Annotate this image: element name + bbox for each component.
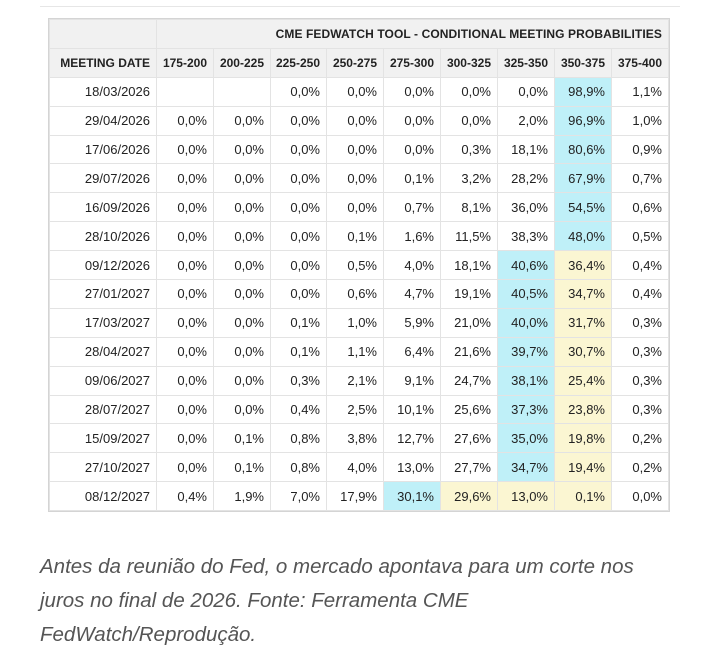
probability-cell: 12,7%	[384, 424, 441, 453]
probability-cell: 7,0%	[271, 482, 327, 511]
probability-cell: 0,7%	[612, 164, 669, 193]
probability-cell: 31,7%	[555, 308, 612, 337]
meeting-date-cell: 28/07/2027	[50, 395, 157, 424]
probability-cell: 21,0%	[441, 308, 498, 337]
probability-cell: 0,4%	[157, 482, 214, 511]
probability-cell: 0,0%	[327, 164, 384, 193]
probability-cell: 39,7%	[498, 337, 555, 366]
probability-cell: 0,0%	[157, 280, 214, 309]
probability-cell: 40,6%	[498, 251, 555, 280]
probability-cell: 1,1%	[612, 77, 669, 106]
probability-cell: 19,8%	[555, 424, 612, 453]
probability-cell: 0,0%	[271, 280, 327, 309]
probability-cell: 19,4%	[555, 453, 612, 482]
fedwatch-probability-table	[49, 19, 669, 511]
probability-cell: 0,0%	[384, 77, 441, 106]
probability-cell: 13,0%	[384, 453, 441, 482]
probability-cell: 0,0%	[157, 453, 214, 482]
meeting-date-cell: 09/06/2027	[50, 366, 157, 395]
probability-cell: 0,3%	[612, 337, 669, 366]
probability-cell: 1,0%	[612, 106, 669, 135]
probability-cell: 2,5%	[327, 395, 384, 424]
probability-cell: 8,1%	[441, 193, 498, 222]
probability-cell: 0,4%	[612, 251, 669, 280]
table-row	[50, 251, 669, 280]
probability-cell: 18,1%	[498, 135, 555, 164]
probability-cell: 0,0%	[157, 337, 214, 366]
probability-cell: 40,5%	[498, 280, 555, 309]
probability-cell: 0,0%	[214, 193, 271, 222]
probability-cell: 9,1%	[384, 366, 441, 395]
probability-cell: 5,9%	[384, 308, 441, 337]
probability-cell: 1,0%	[327, 308, 384, 337]
probability-cell: 0,7%	[384, 193, 441, 222]
probability-cell: 0,0%	[214, 164, 271, 193]
probability-cell: 0,0%	[327, 77, 384, 106]
probability-cell: 80,6%	[555, 135, 612, 164]
meeting-date-cell: 27/10/2027	[50, 453, 157, 482]
probability-cell: 0,0%	[271, 193, 327, 222]
probability-cell: 0,1%	[384, 164, 441, 193]
probability-cell: 28,2%	[498, 164, 555, 193]
table-row	[50, 135, 669, 164]
rate-range-header: 275-300	[384, 48, 441, 77]
fedwatch-table-frame	[48, 18, 670, 512]
meeting-date-cell: 18/03/2026	[50, 77, 157, 106]
probability-cell: 0,0%	[214, 395, 271, 424]
probability-cell: 0,0%	[157, 395, 214, 424]
table-row	[50, 482, 669, 511]
probability-cell: 96,9%	[555, 106, 612, 135]
rate-range-header: 350-375	[555, 48, 612, 77]
probability-cell: 0,0%	[214, 280, 271, 309]
probability-cell: 30,1%	[384, 482, 441, 511]
probability-cell: 29,6%	[441, 482, 498, 511]
table-row	[50, 280, 669, 309]
probability-cell: 34,7%	[555, 280, 612, 309]
probability-cell: 98,9%	[555, 77, 612, 106]
probability-cell: 17,9%	[327, 482, 384, 511]
probability-cell: 27,6%	[441, 424, 498, 453]
meeting-date-cell: 17/03/2027	[50, 308, 157, 337]
probability-cell: 36,4%	[555, 251, 612, 280]
probability-cell: 0,1%	[214, 424, 271, 453]
probability-cell: 0,0%	[157, 193, 214, 222]
probability-cell: 0,0%	[271, 222, 327, 251]
probability-cell: 35,0%	[498, 424, 555, 453]
probability-cell: 0,0%	[214, 366, 271, 395]
probability-cell: 18,1%	[441, 251, 498, 280]
probability-cell: 38,3%	[498, 222, 555, 251]
table-row	[50, 453, 669, 482]
probability-cell: 48,0%	[555, 222, 612, 251]
meeting-date-cell: 29/07/2026	[50, 164, 157, 193]
probability-cell: 0,0%	[441, 77, 498, 106]
meeting-date-cell: 29/04/2026	[50, 106, 157, 135]
probability-cell: 0,0%	[327, 193, 384, 222]
probability-cell: 0,1%	[555, 482, 612, 511]
probability-cell: 0,0%	[271, 106, 327, 135]
meeting-date-cell: 09/12/2026	[50, 251, 157, 280]
probability-cell: 0,2%	[612, 424, 669, 453]
probability-cell: 0,0%	[271, 135, 327, 164]
probability-cell: 0,0%	[214, 222, 271, 251]
meeting-date-cell: 27/01/2027	[50, 280, 157, 309]
meeting-date-cell: 17/06/2026	[50, 135, 157, 164]
table-row	[50, 424, 669, 453]
probability-cell: 0,0%	[157, 164, 214, 193]
probability-cell: 0,2%	[612, 453, 669, 482]
probability-cell: 25,4%	[555, 366, 612, 395]
probability-cell: 0,0%	[384, 135, 441, 164]
probability-cell: 1,9%	[214, 482, 271, 511]
rate-range-header: 325-350	[498, 48, 555, 77]
probability-cell: 21,6%	[441, 337, 498, 366]
probability-cell: 0,3%	[612, 395, 669, 424]
probability-cell: 0,9%	[612, 135, 669, 164]
probability-cell: 27,7%	[441, 453, 498, 482]
probability-cell: 0,1%	[271, 308, 327, 337]
probability-cell	[157, 77, 214, 106]
probability-cell: 13,0%	[498, 482, 555, 511]
probability-cell: 0,0%	[271, 164, 327, 193]
table-row	[50, 193, 669, 222]
meeting-date-cell: 28/04/2027	[50, 337, 157, 366]
meeting-date-cell: 16/09/2026	[50, 193, 157, 222]
probability-cell: 36,0%	[498, 193, 555, 222]
probability-cell: 0,1%	[214, 453, 271, 482]
probability-cell: 0,0%	[214, 308, 271, 337]
probability-cell: 0,5%	[612, 222, 669, 251]
probability-cell: 11,5%	[441, 222, 498, 251]
probability-cell: 6,4%	[384, 337, 441, 366]
probability-cell	[214, 77, 271, 106]
rate-range-header: 200-225	[214, 48, 271, 77]
probability-cell: 0,0%	[498, 77, 555, 106]
probability-cell: 0,0%	[612, 482, 669, 511]
probability-cell: 0,0%	[157, 106, 214, 135]
rate-range-header: 250-275	[327, 48, 384, 77]
probability-cell: 0,0%	[157, 222, 214, 251]
probability-cell: 0,6%	[612, 193, 669, 222]
probability-cell: 19,1%	[441, 280, 498, 309]
probability-cell: 4,7%	[384, 280, 441, 309]
rate-range-header: 300-325	[441, 48, 498, 77]
table-row	[50, 106, 669, 135]
probability-cell: 0,0%	[214, 106, 271, 135]
table-row	[50, 164, 669, 193]
probability-cell: 37,3%	[498, 395, 555, 424]
table-row	[50, 222, 669, 251]
probability-cell: 30,7%	[555, 337, 612, 366]
probability-cell: 0,8%	[271, 453, 327, 482]
probability-cell: 1,6%	[384, 222, 441, 251]
probability-cell: 10,1%	[384, 395, 441, 424]
probability-cell: 3,2%	[441, 164, 498, 193]
probability-cell: 0,4%	[612, 280, 669, 309]
header-corner	[50, 20, 157, 49]
probability-cell: 34,7%	[498, 453, 555, 482]
table-title: CME FEDWATCH TOOL - CONDITIONAL MEETING PROBABILITIES	[157, 20, 669, 49]
image-caption: Antes da reunião do Fed, o mercado apontava para um corte nos juros no final de 2026. Fonte: Ferramenta CME FedWatch/Reprodução.	[40, 555, 634, 646]
probability-cell: 0,3%	[612, 308, 669, 337]
meeting-date-header: MEETING DATE	[50, 48, 157, 77]
rate-range-header: 225-250	[271, 48, 327, 77]
top-divider	[40, 6, 680, 7]
probability-cell: 4,0%	[384, 251, 441, 280]
probability-cell: 0,0%	[157, 366, 214, 395]
probability-cell: 0,3%	[612, 366, 669, 395]
probability-cell: 2,0%	[498, 106, 555, 135]
table-row	[50, 366, 669, 395]
probability-cell: 4,0%	[327, 453, 384, 482]
probability-cell: 0,0%	[157, 135, 214, 164]
probability-cell: 40,0%	[498, 308, 555, 337]
probability-cell: 0,6%	[327, 280, 384, 309]
probability-cell: 0,8%	[271, 424, 327, 453]
rate-range-header: 175-200	[157, 48, 214, 77]
probability-cell: 0,0%	[271, 251, 327, 280]
probability-cell: 0,0%	[327, 135, 384, 164]
probability-cell: 0,0%	[157, 308, 214, 337]
probability-cell: 0,0%	[214, 337, 271, 366]
probability-cell: 38,1%	[498, 366, 555, 395]
probability-cell: 1,1%	[327, 337, 384, 366]
probability-cell: 0,0%	[271, 77, 327, 106]
meeting-date-cell: 28/10/2026	[50, 222, 157, 251]
probability-cell: 0,3%	[271, 366, 327, 395]
table-row	[50, 77, 669, 106]
probability-cell: 0,0%	[157, 424, 214, 453]
probability-cell: 0,4%	[271, 395, 327, 424]
meeting-date-cell: 15/09/2027	[50, 424, 157, 453]
probability-cell: 23,8%	[555, 395, 612, 424]
probability-cell: 0,0%	[214, 135, 271, 164]
probability-cell: 54,5%	[555, 193, 612, 222]
rate-range-header: 375-400	[612, 48, 669, 77]
probability-cell: 0,0%	[384, 106, 441, 135]
table-row	[50, 308, 669, 337]
probability-cell: 0,0%	[441, 106, 498, 135]
table-row	[50, 337, 669, 366]
probability-cell: 67,9%	[555, 164, 612, 193]
probability-cell: 2,1%	[327, 366, 384, 395]
table-row	[50, 395, 669, 424]
probability-cell: 3,8%	[327, 424, 384, 453]
meeting-date-cell: 08/12/2027	[50, 482, 157, 511]
probability-cell: 24,7%	[441, 366, 498, 395]
probability-cell: 0,0%	[327, 106, 384, 135]
probability-cell: 25,6%	[441, 395, 498, 424]
probability-cell: 0,0%	[214, 251, 271, 280]
probability-cell: 0,1%	[271, 337, 327, 366]
probability-cell: 0,1%	[327, 222, 384, 251]
probability-cell: 0,5%	[327, 251, 384, 280]
probability-cell: 0,3%	[441, 135, 498, 164]
probability-cell: 0,0%	[157, 251, 214, 280]
